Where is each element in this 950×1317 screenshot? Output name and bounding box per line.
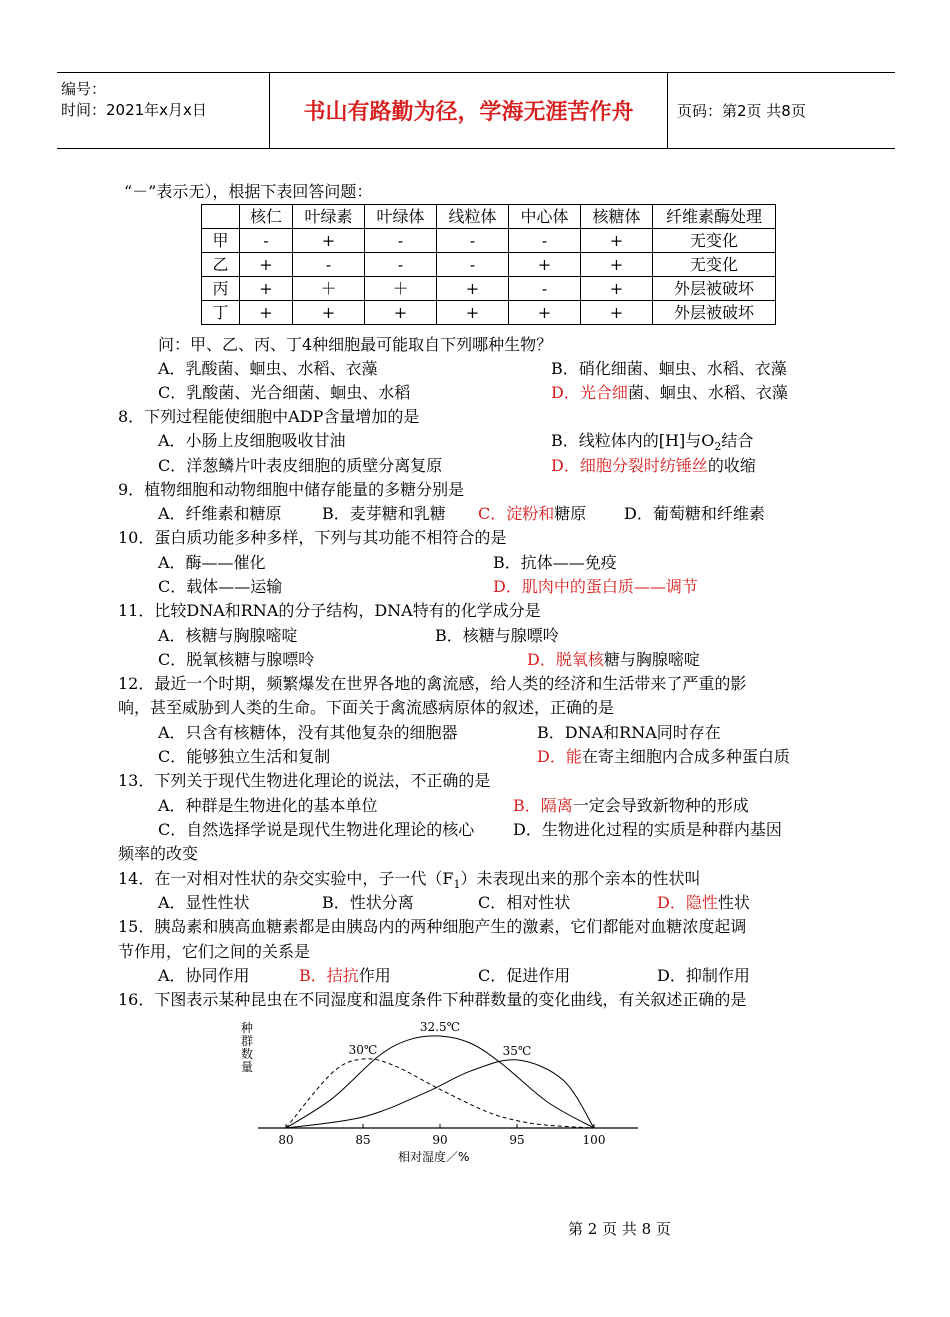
q12-option-c: C．能够独立生活和复制 (158, 747, 331, 766)
series-label: 32.5℃ (419, 1020, 461, 1034)
header-divider (667, 73, 668, 148)
table-header-cell: 核糖体 (581, 205, 653, 229)
table-cell: + (365, 301, 437, 325)
table-cell: + (509, 301, 581, 325)
q7-stem: 问：甲、乙、丙、丁4种细胞最可能取自下列哪种生物？ (158, 335, 553, 354)
table-cell: 无变化 (653, 229, 776, 253)
series-line (286, 1036, 594, 1128)
table-header-row (202, 205, 776, 229)
option-text: 糖与胸腺嘧啶 (603, 650, 700, 669)
table-header-cell (202, 205, 240, 229)
q13-option-b (513, 795, 749, 817)
highlighted-answer: B．隔离 (513, 796, 573, 815)
option-text: 菌、蛔虫、水稻、衣藻 (627, 383, 788, 402)
table-cell: + (293, 229, 365, 253)
cell-structure-table (201, 204, 776, 325)
stem-text: ）未表现出来的那个亲本的性状叫 (460, 869, 701, 888)
highlighted-answer: B．拮抗 (299, 966, 359, 985)
q11-option-c: C．脱氧核糖与腺嘌呤 (158, 650, 315, 669)
table-cell: 丁 (202, 301, 240, 325)
q10-stem: 10．蛋白质功能多种多样，下列与其功能不相符合的是 (118, 528, 507, 547)
stem-text: 14．在一对相对性状的杂交实验中，子一代（F (118, 869, 454, 888)
table-row (202, 229, 776, 253)
page-footer: 第 2 页 共 8 页 (568, 1220, 671, 1238)
q8-option-a: A．小肠上皮细胞吸收甘油 (158, 431, 346, 450)
x-tick-label: 80 (278, 1133, 294, 1147)
table-header-cell: 纤维素酶处理 (653, 205, 776, 229)
option-text: 结合 (721, 431, 754, 450)
q9-option-c (478, 503, 586, 525)
q16-stem: 16．下图表示某种昆虫在不同湿度和温度条件下种群数量的变化曲线，有关叙述正确的是 (118, 990, 747, 1009)
table-row (202, 277, 776, 301)
q12-option-a: A．只含有核糖体，没有其他复杂的细胞器 (158, 723, 458, 742)
option-text: 一定会导致新物种的形成 (572, 796, 749, 815)
x-axis-label: 相对湿度／% (398, 1150, 470, 1164)
table-cell: + (581, 301, 653, 325)
table-cell: - (509, 229, 581, 253)
q11-option-b: B．核糖与腺嘌呤 (435, 626, 559, 645)
table-cell: - (509, 277, 581, 301)
q8-option-c: C．洋葱鳞片叶表皮细胞的质壁分离复原 (158, 456, 443, 475)
q11-option-a: A．核糖与胸腺嘧啶 (158, 626, 298, 645)
option-text: 在寄主细胞内合成多种蛋白质 (581, 747, 790, 766)
table-cell: 丙 (202, 277, 240, 301)
option-text: 的收缩 (707, 456, 756, 475)
q14-stem (118, 868, 700, 890)
table-cell: - (365, 253, 437, 277)
x-tick-label: 100 (582, 1133, 606, 1147)
option-text: B．线粒体内的[H]与O (551, 431, 715, 450)
table-header-cell: 中心体 (509, 205, 581, 229)
header-page-label: 页码：第2页 共8页 (677, 102, 806, 120)
table-cell: + (293, 301, 365, 325)
option-text: 作用 (358, 966, 391, 985)
q15-option-a: A．协同作用 (158, 966, 250, 985)
table-cell: 无变化 (653, 253, 776, 277)
header-motto: 书山有路勤为径，学海无涯苦作舟 (303, 100, 634, 125)
table-cell: - (240, 229, 293, 253)
q10-option-c: C．载体——运输 (158, 577, 283, 596)
q8-option-d (551, 455, 756, 477)
q10-option-b: B．抗体——免疫 (493, 553, 617, 572)
table-row (202, 301, 776, 325)
table-cell: + (581, 277, 653, 301)
table-header-cell: 叶绿体 (365, 205, 437, 229)
table-cell: - (437, 253, 509, 277)
q14-option-b: B．性状分离 (322, 893, 414, 912)
q15-stem-cont: 节作用，它们之间的关系是 (118, 942, 311, 961)
q7-option-a: A．乳酸菌、蛔虫、水稻、衣藻 (158, 359, 378, 378)
q13-option-c: C．自然选择学说是现代生物进化理论的核心 (158, 820, 475, 839)
subscript: 1 (453, 878, 461, 892)
q9-option-a: A．纤维素和糖原 (158, 504, 282, 523)
q15-option-d: D．抑制作用 (657, 966, 750, 985)
series-label: 35℃ (502, 1043, 532, 1058)
highlighted-answer: D．脱氧核 (527, 650, 604, 669)
table-header-cell: 叶绿素 (293, 205, 365, 229)
table-cell: + (240, 277, 293, 301)
table-cell: - (293, 253, 365, 277)
q8-stem: 8．下列过程能使细胞中ADP含量增加的是 (118, 407, 420, 426)
table-cell: ＋ (293, 277, 365, 301)
q12-stem-cont: 响，甚至威胁到人类的生命。下面关于禽流感病原体的叙述，正确的是 (118, 698, 615, 717)
series-line (286, 1060, 594, 1128)
page-header (57, 72, 895, 149)
table-cell: 外层被破坏 (653, 277, 776, 301)
serial-label: 编号： (61, 80, 107, 98)
q14-option-c: C．相对性状 (478, 893, 571, 912)
q13-stem: 13．下列关于现代生物进化理论的说法，不正确的是 (118, 771, 491, 790)
q13-option-d-cont: 频率的改变 (118, 844, 199, 863)
table-cell: ＋ (365, 277, 437, 301)
x-tick-label: 90 (432, 1133, 448, 1147)
population-humidity-chart (228, 1018, 648, 1168)
q15-option-b (299, 965, 391, 987)
subscript: 2 (714, 440, 722, 454)
highlighted-answer: D．细胞分裂时纺锤丝 (551, 456, 708, 475)
q12-stem: 12．最近一个时期，频繁爆发在世界各地的禽流感，给人类的经济和生活带来了严重的影 (118, 674, 747, 693)
q7-option-c: C．乳酸菌、光合细菌、蛔虫、水稻 (158, 383, 411, 402)
q7-option-d (551, 382, 788, 404)
y-axis-label: 种群数量 (241, 1021, 254, 1074)
q9-option-b: B．麦芽糖和乳糖 (322, 504, 446, 523)
q13-option-d: D．生物进化过程的实质是种群内基因 (513, 820, 782, 839)
table-header-cell: 核仁 (240, 205, 293, 229)
table-header-cell: 线粒体 (437, 205, 509, 229)
x-tick-label: 85 (355, 1133, 371, 1147)
time-label: 时间：2021年x月x日 (61, 101, 207, 119)
table-cell: + (509, 253, 581, 277)
table-intro: “－”表示无），根据下表回答问题： (124, 182, 373, 201)
table-row (202, 253, 776, 277)
q14-option-a: A．显性性状 (158, 893, 250, 912)
series-label: 30℃ (348, 1043, 378, 1057)
option-text: 糖原 (554, 504, 587, 523)
q12-option-b: B．DNA和RNA同时存在 (537, 723, 721, 742)
q14-option-d (657, 892, 750, 914)
q10-option-d: D．肌肉中的蛋白质——调节 (493, 577, 698, 596)
x-tick-label: 95 (509, 1133, 525, 1147)
q9-option-d: D．葡萄糖和纤维素 (624, 504, 765, 523)
highlighted-answer: D．隐性 (657, 893, 718, 912)
table-cell: + (240, 253, 293, 277)
table-cell: - (437, 229, 509, 253)
table-cell: + (437, 301, 509, 325)
table-cell: + (240, 301, 293, 325)
highlighted-answer: D．光合细 (551, 383, 628, 402)
q10-option-a: A．酶——催化 (158, 553, 266, 572)
option-text: 性状 (717, 893, 750, 912)
q12-option-d (537, 746, 790, 768)
table-cell: + (437, 277, 509, 301)
q11-option-d (527, 649, 700, 671)
table-cell: 乙 (202, 253, 240, 277)
q8-option-b (551, 430, 753, 452)
header-meta (61, 79, 207, 121)
table-cell: 外层被破坏 (653, 301, 776, 325)
table-cell: 甲 (202, 229, 240, 253)
table-cell: - (365, 229, 437, 253)
highlighted-answer: D．能 (537, 747, 582, 766)
table-cell: + (581, 253, 653, 277)
q15-stem: 15．胰岛素和胰高血糖素都是由胰岛内的两种细胞产生的激素，它们都能对血糖浓度起调 (118, 917, 747, 936)
highlighted-answer: C．淀粉和 (478, 504, 555, 523)
q15-option-c: C．促进作用 (478, 966, 571, 985)
q13-option-a: A．种群是生物进化的基本单位 (158, 796, 378, 815)
q11-stem: 11．比较DNA和RNA的分子结构，DNA特有的化学成分是 (118, 601, 541, 620)
table-cell: + (581, 229, 653, 253)
q7-option-b: B．硝化细菌、蛔虫、水稻、衣藻 (551, 359, 787, 378)
q9-stem: 9．植物细胞和动物细胞中储存能量的多糖分别是 (118, 480, 465, 499)
